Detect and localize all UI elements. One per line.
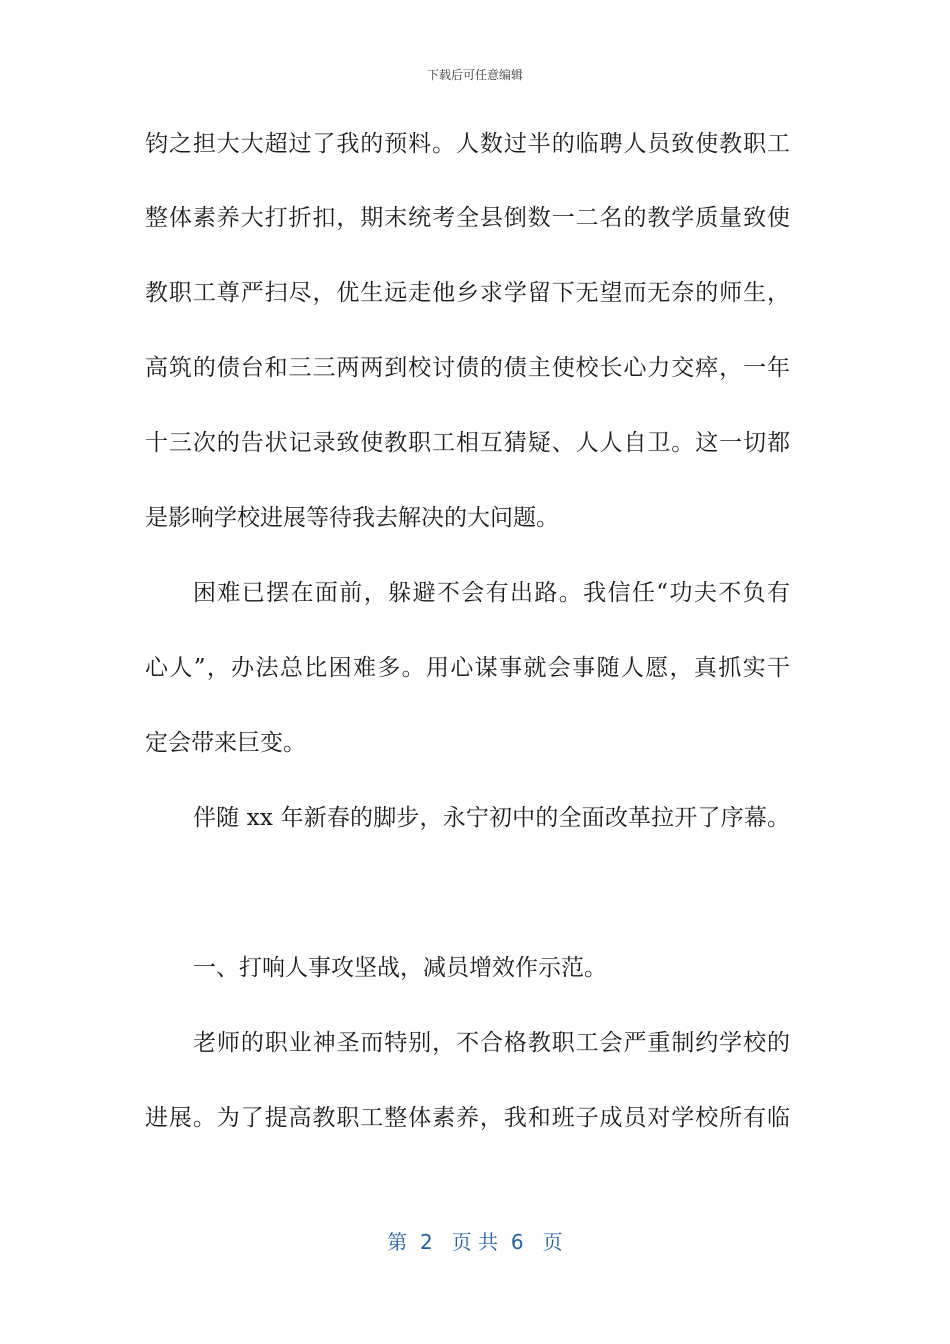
section-heading: 一、打响人事攻坚战，减员增效作示范。 <box>193 955 607 981</box>
header-note: 下载后可任意编辑 <box>426 68 523 82</box>
paragraph-first-line: 老师的职业神圣而特别，不合格教职工会严重制约学校的 <box>193 1030 791 1056</box>
text-line: 是影响学校进展等待我去解决的大问题。 <box>145 505 559 531</box>
text-line: 钧之担大大超过了我的预料。人数过半的临聘人员致使教职工 <box>145 131 791 157</box>
text-line: 定会带来巨变。 <box>145 730 306 756</box>
text-line: 心人”，办法总比困难多。用心谋事就会事随人愿，真抓实干 <box>145 655 792 681</box>
page-number-footer: 第 2 页 共 6 页 <box>387 1230 563 1254</box>
text-line: 十三次的告状记录致使教职工相互猜疑、人人自卫。这一切都 <box>145 430 791 456</box>
text-line: 高筑的债台和三三两两到校讨债的债主使校长心力交瘁，一年 <box>145 355 791 381</box>
text-line: 进展。为了提高教职工整体素养，我和班子成员对学校所有临 <box>145 1105 791 1131</box>
paragraph-first-line: 伴随 xx 年新春的脚步，永宁初中的全面改革拉开了序幕。 <box>193 805 791 831</box>
text-line: 整体素养大打折扣，期末统考全县倒数一二名的教学质量致使 <box>145 205 791 231</box>
paragraph-first-line: 困难已摆在面前，躲避不会有出路。我信任“功夫不负有 <box>193 580 792 606</box>
text-line: 教职工尊严扫尽，优生远走他乡求学留下无望而无奈的师生， <box>145 280 791 306</box>
